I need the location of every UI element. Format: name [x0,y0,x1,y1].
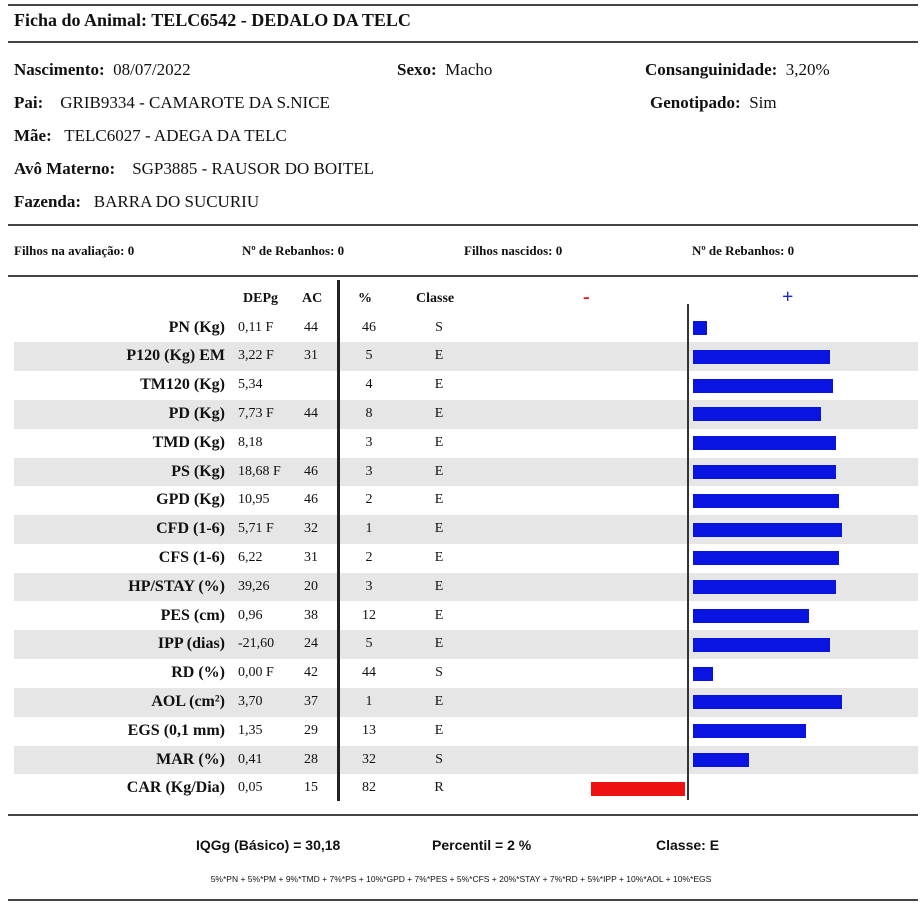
pai-value: GRIB9334 - CAMAROTE DA S.NICE [60,93,330,112]
classe-cell: S [435,665,443,681]
classe-cell: E [434,463,444,479]
pct-value: 82 [362,780,376,796]
ac-value: 42 [304,665,318,681]
trait-label: PES (cm) [160,606,225,624]
depg-value: 0,05 [238,780,263,796]
table-row [14,314,918,343]
classe-cell: E [434,636,444,652]
dep-bar [693,494,839,508]
trait-label: PN (Kg) [168,318,225,336]
pct-value: 12 [362,607,376,623]
depg-value: 7,73 F [238,405,274,421]
plus-sign: + [782,286,794,308]
pct-value: 3 [365,434,373,450]
ac-value: 38 [304,607,318,623]
ac-value: 20 [304,578,318,594]
depg-value: 10,95 [238,492,270,508]
fazenda-value: BARRA DO SUCURIU [93,192,260,211]
ac-value: 28 [304,751,318,767]
pai-label: Pai: [14,93,44,112]
iqgg-value: IQGg (Básico) = 30,18 [196,837,341,853]
bottom-rule [8,899,918,901]
classe-cell: E [434,377,444,393]
ac-value: 32 [304,521,318,537]
dep-bar [591,782,686,796]
percentil-value: Percentil = 2 % [432,837,532,853]
col-pct: % [358,291,372,306]
nascimento-label: Nascimento: [14,60,105,79]
consanguinidade-label: Consanguinidade: [645,60,778,79]
col-depg: DEPg [243,291,278,306]
trait-label: CFD (1-6) [156,520,225,538]
classe-cell: E [434,348,444,364]
col-classe: Classe [416,291,455,306]
ac-value: 31 [304,549,318,565]
top-rule [8,4,918,6]
iqgg-formula: 5%*PN + 5%*PM + 9%*TMD + 7%*PS + 10%*GPD + 7%*PES + 5%*CFS + 20%*STAY + 7%*RD + 5%*IPP + 10%*AOL + 10%*EGS [210,874,712,884]
classe-cell: E [434,578,444,594]
nascimento-value: 08/07/2022 [113,60,191,79]
pct-value: 46 [362,319,376,335]
sexo-value: Macho [445,60,493,79]
classe-cell: E [434,405,444,421]
fazenda-label: Fazenda: [14,192,82,211]
bar-chart-axis [687,304,689,800]
depg-value: 6,22 [238,549,263,565]
trait-label: PD (Kg) [168,404,225,422]
trait-label: HP/STAY (%) [128,577,225,595]
classe-cell: E [434,693,444,709]
dep-bar [693,638,830,652]
consanguinidade-value: 3,20% [785,60,830,79]
title-rule [8,41,918,43]
mae-label: Mãe: [14,126,52,145]
nascimento-field [14,60,191,80]
dep-bar [693,407,821,421]
trait-label: CFS (1-6) [158,548,225,566]
ac-value: 46 [304,463,318,479]
rebanhos-avaliacao: Nº de Rebanhos: 0 [242,243,345,258]
table-row [14,659,918,688]
pct-value: 1 [365,693,373,709]
depg-value: 18,68 F [238,463,281,479]
pct-value: 2 [365,549,373,565]
depg-value: 0,11 F [238,319,274,335]
genotipado-field [650,93,777,113]
dep-bar [693,436,836,450]
classe-cell: E [434,492,444,508]
trait-label: AOL (cm²) [151,692,225,710]
dep-bar [693,523,842,537]
mae-value: TELC6027 - ADEGA DA TELC [64,126,287,145]
ac-value: 46 [304,492,318,508]
trait-label: TMD (Kg) [152,433,225,451]
avo-materno-label: Avô Materno: [14,159,116,178]
depg-value: 0,96 [238,607,263,623]
classe-cell: R [434,780,444,796]
depg-value: 39,26 [238,578,270,594]
classe-cell: S [435,319,443,335]
minus-sign: - [583,286,590,308]
rebanhos-nascidos: Nº de Rebanhos: 0 [692,243,795,258]
table-row [14,774,918,803]
trait-label: MAR (%) [156,750,225,768]
dep-bar [693,609,809,623]
sexo-label: Sexo: [397,60,437,79]
ac-value: 44 [304,319,318,335]
pct-value: 13 [362,722,376,738]
trait-label: GPD (Kg) [156,491,225,509]
stats-rule [8,275,918,277]
trait-label: CAR (Kg/Dia) [126,779,225,797]
table-column-separator [337,280,340,801]
dep-bar [693,465,836,479]
pct-value: 3 [365,578,373,594]
dep-bar [693,350,830,364]
info-rule [8,224,918,226]
page-title: Ficha do Animal: TELC6542 - DEDALO DA TELC [14,10,411,30]
pai-field [14,93,330,113]
trait-label: EGS (0,1 mm) [127,721,225,739]
classe-cell: E [434,521,444,537]
trait-label: P120 (Kg) EM [126,347,225,365]
depg-value: 0,00 F [238,665,274,681]
mae-field [14,126,287,146]
dep-bar [693,724,806,738]
pct-value: 4 [365,377,373,393]
filhos-avaliacao: Filhos na avaliação: 0 [14,243,135,258]
dep-bar [693,321,707,335]
ac-value: 44 [304,405,318,421]
ac-value: 31 [304,348,318,364]
depg-value: 5,34 [238,377,263,393]
depg-value: 0,41 [238,751,263,767]
ac-value: 37 [304,693,318,709]
table-bottom-rule [8,814,918,816]
dep-bar [693,753,749,767]
classe-cell: E [434,434,444,450]
genotipado-value: Sim [749,93,777,112]
pct-value: 3 [365,463,373,479]
ac-value: 15 [304,780,318,796]
pct-value: 32 [362,751,376,767]
consanguinidade-field [645,60,830,80]
avo-materno-value: SGP3885 - RAUSOR DO BOITEL [132,159,374,178]
pct-value: 5 [365,348,373,364]
dep-bar [693,551,839,565]
pct-value: 2 [365,492,373,508]
depg-value: 1,35 [238,722,263,738]
depg-value: -21,60 [238,636,275,652]
sexo-field [397,60,492,80]
dep-bar [693,695,842,709]
classe-cell: E [434,549,444,565]
fazenda-field [14,192,259,212]
classe-value: Classe: E [656,837,720,853]
ac-value: 29 [304,722,318,738]
pct-value: 44 [362,665,376,681]
depg-value: 5,71 F [238,521,274,537]
col-ac: AC [302,291,323,306]
trait-label: TM120 (Kg) [140,376,225,394]
depg-value: 8,18 [238,434,263,450]
depg-value: 3,70 [238,693,263,709]
ac-value: 24 [304,636,318,652]
dep-bar [693,580,836,594]
pct-value: 1 [365,521,373,537]
trait-label: IPP (dias) [157,635,225,653]
dep-bar [693,379,833,393]
classe-cell: E [434,607,444,623]
avo-materno-field [14,159,374,179]
dep-bar [693,667,713,681]
classe-cell: S [435,751,443,767]
table-row [14,746,918,775]
pct-value: 5 [365,636,373,652]
trait-label: PS (Kg) [171,462,225,480]
classe-cell: E [434,722,444,738]
depg-value: 3,22 F [238,348,274,364]
trait-label: RD (%) [171,664,225,682]
filhos-nascidos: Filhos nascidos: 0 [464,243,563,258]
pct-value: 8 [365,405,373,421]
genotipado-label: Genotipado: [650,93,741,112]
